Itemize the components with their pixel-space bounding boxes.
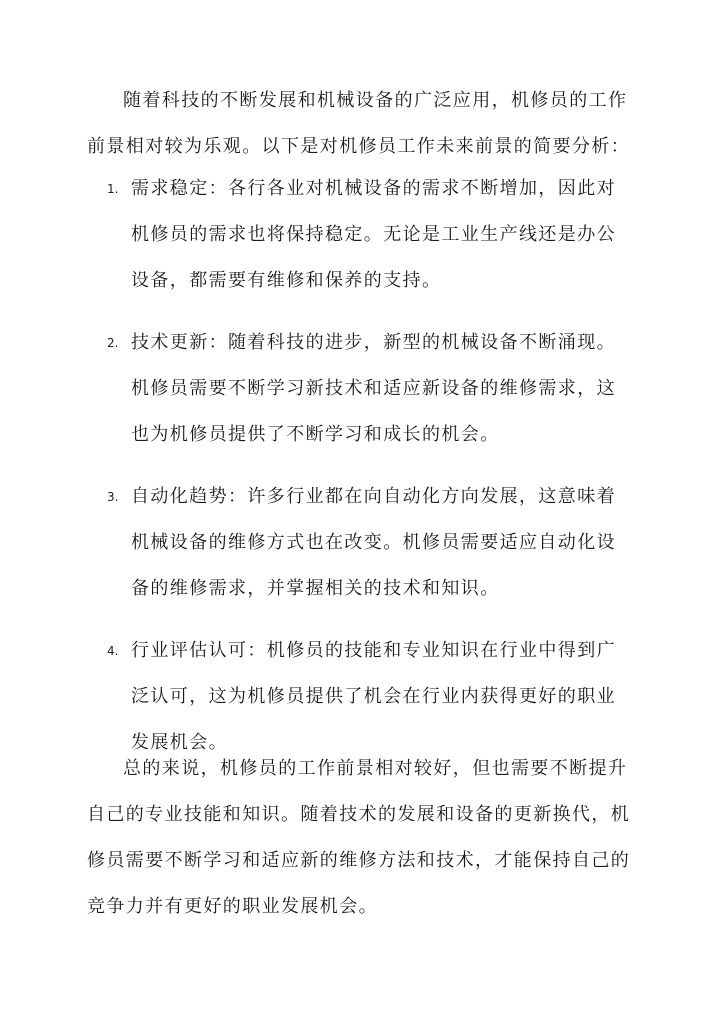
list-item-number: 2. [107,336,119,350]
list-item [87,320,633,458]
list-item [87,166,633,304]
list-item-text: 行业评估认可：机修员的技能和专业知识在行业中得到广泛认可，这为机修员提供了机会在行业内获得更好的职业发展机会。 [131,640,616,753]
list-item-text: 需求稳定：各行各业对机械设备的需求不断增加，因此对机修员的需求也将保持稳定。无论是工业生产线还是办公设备，都需要有维修和保养的支持。 [131,178,616,291]
list-item-text: 技术更新：随着科技的进步，新型的机械设备不断涌现。机修员需要不断学习新技术和适应新设备的维修需求，这也为机修员提供了不断学习和成长的机会。 [131,332,616,445]
list-item [87,474,633,612]
list-item-number: 4. [107,644,119,658]
list-item-number: 1. [107,182,119,196]
intro-paragraph: 随着科技的不断发展和机械设备的广泛应用，机修员的工作前景相对较为乐观。以下是对机修员工作未来前景的简要分析： [87,90,631,157]
list-item-text: 自动化趋势：许多行业都在向自动化方向发展，这意味着机械设备的维修方式也在改变。机修员需要适应自动化设备的维修需求，并掌握相关的技术和知识。 [131,486,616,599]
analysis-list [87,166,633,782]
list-item-number: 3. [107,490,119,504]
summary-paragraph: 总的来说，机修员的工作前景相对较好，但也需要不断提升自己的专业技能和知识。随着技术的发展和设备的更新换代，机修员需要不断学习和适应新的维修方法和技术，才能保持自己的竞争力并有更好的职业发展机会。 [87,758,631,917]
